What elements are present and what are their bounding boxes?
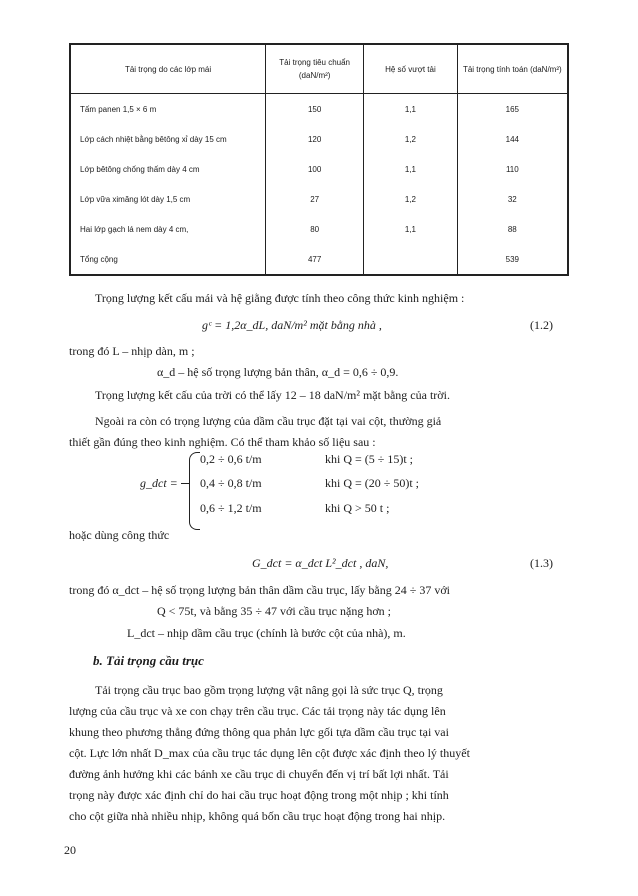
case-1-condition: khi Q = (5 ÷ 15)t ; [325,452,414,466]
table-total-row [70,244,568,275]
cell-design: 32 [457,184,568,214]
header-standard-load: Tải trọng tiêu chuẩn (daN/m²) [266,44,364,94]
paragraph-line: Tải trọng cầu trục bao gồm trọng lượng vật nâng gọi là sức trục Q, trọng [95,683,443,697]
equation-1-2: gᶜ = 1,2α_dL, daN/m² mặt bằng nhà , [202,318,382,332]
left-brace-tip [181,483,189,484]
cell-design: 165 [457,94,568,125]
cell-standard: 100 [266,154,364,184]
table-row [70,124,568,154]
paragraph-crane-beam-line1: Ngoài ra còn có trọng lượng của dầm cầu trục đặt tại vai cột, thường giả [95,414,442,428]
table-header-row [70,44,568,94]
equation-1-2-number: (1.2) [530,318,553,332]
cell-layer: Tấm panen 1,5 × 6 m [80,104,157,114]
where-l-dct: L_dct – nhịp dầm cầu trục (chính là bước cột của nhà), m. [127,626,406,640]
case-3-value: 0,6 ÷ 1,2 t/m [200,501,262,515]
cell-standard: 80 [266,214,364,244]
table-row [70,214,568,244]
paragraph-or-formula: hoặc dùng công thức [69,528,170,542]
header-overload-factor: Hệ số vượt tải [364,44,457,94]
cell-standard: 27 [266,184,364,214]
where-span: trong đó L – nhịp dàn, m ; [69,344,195,358]
left-brace [189,452,200,530]
page-number: 20 [64,843,76,857]
cell-factor: 1,2 [364,184,457,214]
paragraph-line: đường ảnh hưởng khi các bánh xe cầu trục di chuyển đến vị trí bất lợi nhất. Tải [69,767,449,781]
cell-total-label: Tổng cộng [80,254,118,264]
paragraph-roof-weight: Trọng lượng kết cấu mái và hệ giằng được tính theo công thức kinh nghiệm : [95,291,465,305]
equation-1-3: G_dct = α_dct L²_dct , daN, [252,556,389,570]
where-alpha-dct: trong đó α_dct – hệ số trọng lượng bản thân dầm cầu trục, lấy bằng 24 ÷ 37 với [69,583,450,597]
gdct-label: g_dct = [140,476,178,490]
table-row [70,184,568,214]
paragraph-line: trọng này được xác định chỉ do hai cầu trục hoạt động trong một nhịp ; khi tính [69,788,449,802]
paragraph-line: cột. Lực lớn nhất D_max của cầu trục tác dụng lên cột được xác định theo lý thuyết [69,746,470,760]
where-alpha-d: α_d – hệ số trọng lượng bản thân, α_d = 0,6 ÷ 0,9. [157,365,399,379]
where-alpha-dct-cont: Q < 75t, và bằng 35 ÷ 47 với cầu trục nặng hơn ; [157,604,391,618]
paragraph-crane-beam-line2: thiết gần đúng theo kinh nghiệm. Có thể tham khảo số liệu sau : [69,435,376,449]
roof-load-table [69,43,569,276]
case-2-value: 0,4 ÷ 0,8 t/m [200,476,262,490]
equation-1-3-number: (1.3) [530,556,553,570]
header-design-load: Tải trọng tính toán (daN/m²) [457,44,568,94]
section-heading: b. Tải trọng cầu trục [93,653,204,668]
cell-standard: 150 [266,94,364,125]
header-layer: Tải trọng do các lớp mái [70,44,266,94]
paragraph-line: cho cột giữa nhà nhiều nhịp, không quá bốn cầu trục hoạt động trong hai nhịp. [69,809,446,823]
cell-factor: 1,1 [364,214,457,244]
cell-total-standard: 477 [266,244,364,275]
cell-layer: Lớp vữa ximăng lót dày 1,5 cm [80,194,191,204]
paragraph-line: lượng của cầu trục và xe con chạy trên cầu trục. Các tải trọng này tác dụng lên [69,704,446,718]
cell-layer: Lớp bêtông chống thấm dày 4 cm [80,164,200,174]
cell-standard: 120 [266,124,364,154]
cell-design: 144 [457,124,568,154]
cell-layer: Hai lớp gạch lá nem dày 4 cm, [80,224,189,234]
cell-total-factor [364,244,457,275]
cell-total-design: 539 [457,244,568,275]
cell-factor: 1,2 [364,124,457,154]
paragraph-line: khung theo phương thẳng đứng thông qua phản lực gối tựa dầm cầu trục tại vai [69,725,449,739]
case-1-value: 0,2 ÷ 0,6 t/m [200,452,262,466]
paragraph-skylight: Trọng lượng kết cấu của trời có thể lấy 12 – 18 daN/m² mặt bằng của trời. [95,388,450,402]
cell-factor: 1,1 [364,154,457,184]
cell-design: 88 [457,214,568,244]
cell-factor: 1,1 [364,94,457,125]
table-row [70,154,568,184]
cell-layer: Lớp cách nhiệt bằng bêtông xỉ dày 15 cm [80,134,227,144]
case-3-condition: khi Q > 50 t ; [325,501,390,515]
cell-design: 110 [457,154,568,184]
table-row [70,94,568,125]
case-2-condition: khi Q = (20 ÷ 50)t ; [325,476,420,490]
